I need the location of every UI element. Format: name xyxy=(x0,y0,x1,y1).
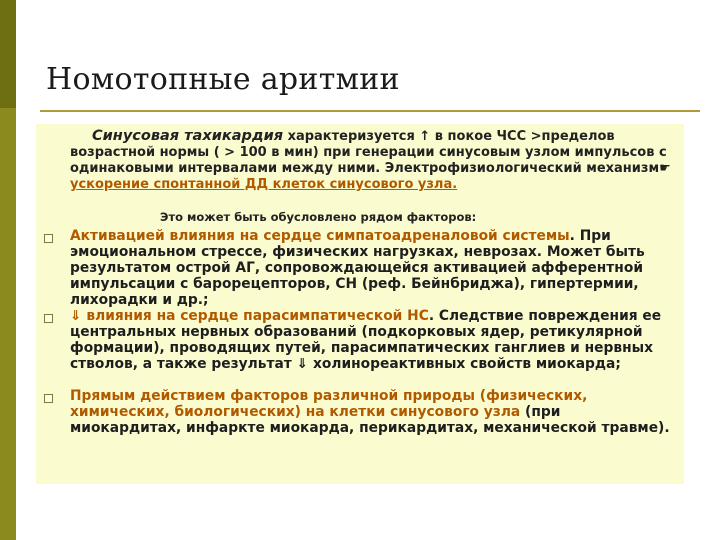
list-item-text: . При эмоциональном стрессе, физических нагрузках, неврозах. Может быть результатом острой АГ, сопровождающейся активацией афферентной импульсации с барорецепторов, СН (реф. Бейнбриджа), гипертермии, лихорадки и др.; xyxy=(70,228,645,308)
title-divider xyxy=(40,110,700,112)
intro-text-part1: характеризуется xyxy=(283,129,420,144)
list-item xyxy=(70,228,676,308)
list-item-accent: ⇓ влияния на сердце парасимпатической НС xyxy=(70,308,429,324)
pointing-hand-icon: ☛ xyxy=(659,161,671,176)
content-panel xyxy=(36,124,684,484)
list-item-text: (при миокардитах, инфаркте миокарда, перикардитах, механической травме). xyxy=(70,404,670,436)
list-item xyxy=(70,308,676,372)
factors-intro: Это может быть обусловлено рядом факторов: xyxy=(160,210,477,224)
bullet-square-icon xyxy=(44,234,53,243)
bullet-square-icon xyxy=(44,314,53,323)
slide-title: Номотопные аритмии xyxy=(46,62,400,97)
up-arrow-icon: ↑ xyxy=(419,129,431,144)
list-item-accent: Активацией влияния на сердце симпатоадреналовой системы xyxy=(70,228,570,244)
list-item-text: . Следствие повреждения ее центральных нервных образований (подкорковых ядер, ретикулярной формации), проводящих путей, парасимпатических ганглиев и нервных стволов, а также результат ⇓ холинореактивных свойств миокарда; xyxy=(70,308,662,372)
intro-text-part2: в покое ЧСС >пределов возрастной нормы ( > 100 в мин) при генерации синусовым узлом импульсов с одинаковыми интервалами между ними. Электрофизиологический механизм xyxy=(70,129,667,176)
list-item-accent: Прямым действием факторов различной природы (физических, химических, биологических) на клетки синусового узла xyxy=(70,388,588,420)
left-accent-bar-top xyxy=(0,0,16,108)
intro-paragraph xyxy=(70,128,680,193)
intro-lead-term: Синусовая тахикардия xyxy=(92,128,284,144)
list-item xyxy=(70,388,676,436)
intro-mechanism-underlined: ускорение спонтанной ДД клеток синусового узла. xyxy=(70,177,458,192)
bullet-square-icon xyxy=(44,394,53,403)
